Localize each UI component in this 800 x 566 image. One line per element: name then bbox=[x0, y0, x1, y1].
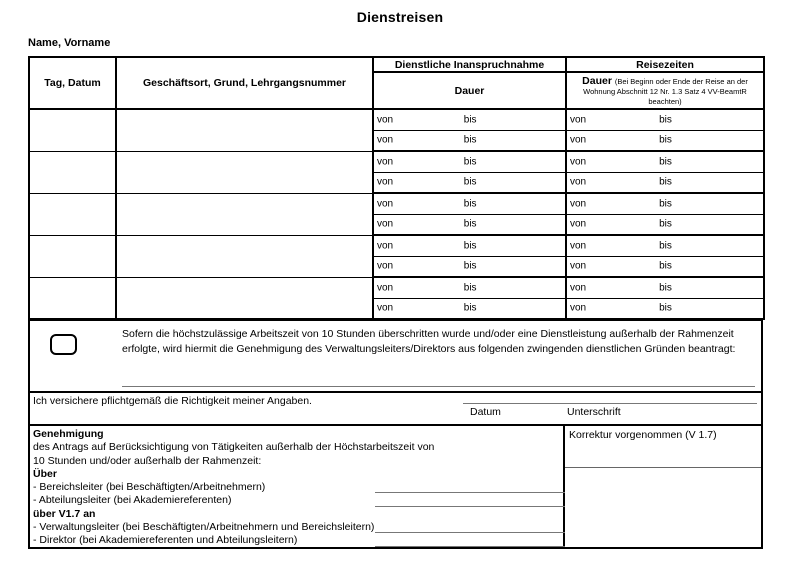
bis-label: bis bbox=[659, 134, 672, 146]
von-label: von bbox=[377, 198, 394, 210]
korrektur-divider bbox=[565, 467, 761, 468]
bis-label: bis bbox=[463, 156, 477, 168]
verwaltungsleiter-signature-line[interactable] bbox=[375, 532, 565, 533]
reason-fill-line[interactable] bbox=[122, 386, 755, 387]
dienst-vonbis-cell[interactable] bbox=[373, 235, 566, 256]
von-label: von bbox=[377, 156, 394, 168]
signature-line[interactable] bbox=[463, 403, 757, 418]
von-label: von bbox=[377, 282, 394, 294]
dienst-vonbis-cell[interactable] bbox=[373, 214, 566, 235]
geschaeftsort-cell[interactable] bbox=[116, 277, 373, 319]
approval-item-text: - Abteilungsleiter (bei Akademiereferenten) bbox=[33, 494, 232, 507]
dienst-vonbis-cell[interactable] bbox=[373, 172, 566, 193]
reise-vonbis-cell[interactable] bbox=[566, 256, 764, 277]
approval-item-verwaltungsleiter bbox=[33, 521, 563, 534]
bis-label: bis bbox=[463, 114, 477, 126]
von-label: von bbox=[570, 282, 587, 294]
dienst-vonbis-cell[interactable] bbox=[373, 193, 566, 214]
bis-label: bis bbox=[659, 302, 672, 314]
bis-label: bis bbox=[659, 156, 672, 168]
approval-section bbox=[28, 424, 763, 549]
reise-dauer-note: (Bei Beginn oder Ende der Reise an der Wohnung Abschnitt 12 Nr. 1.3 Satz 4 VV-BeamtR beachten) bbox=[583, 76, 748, 106]
von-label: von bbox=[570, 218, 587, 230]
abteilungsleiter-signature-line[interactable] bbox=[375, 506, 565, 507]
von-label: von bbox=[570, 114, 587, 126]
bis-label: bis bbox=[659, 176, 672, 188]
von-label: von bbox=[377, 134, 394, 146]
bis-label: bis bbox=[463, 218, 477, 230]
approval-item-direktor bbox=[33, 534, 563, 547]
overtime-request-section bbox=[28, 319, 763, 393]
bis-label: bis bbox=[659, 260, 672, 272]
page-title: Dienstreisen bbox=[356, 9, 444, 25]
trips-table bbox=[28, 56, 765, 320]
bis-label: bis bbox=[463, 282, 477, 294]
dienst-vonbis-cell[interactable] bbox=[373, 151, 566, 172]
header-dienstliche-inanspruchnahme: Dienstliche Inanspruchnahme bbox=[373, 57, 566, 72]
von-label: von bbox=[377, 260, 394, 272]
von-label: von bbox=[377, 302, 394, 314]
bis-label: bis bbox=[659, 198, 672, 210]
dienst-vonbis-cell[interactable] bbox=[373, 298, 566, 319]
approval-item-abteilungsleiter bbox=[33, 494, 563, 507]
reise-vonbis-cell[interactable] bbox=[566, 235, 764, 256]
reise-dauer-word: Dauer bbox=[582, 74, 612, 87]
reise-vonbis-cell[interactable] bbox=[566, 193, 764, 214]
tag-datum-cell[interactable] bbox=[29, 193, 116, 235]
dienst-vonbis-cell[interactable] bbox=[373, 256, 566, 277]
dienst-vonbis-cell[interactable] bbox=[373, 277, 566, 298]
overtime-request-text: Sofern die höchstzulässige Arbeitszeit von 10 Stunden überschritten wurde und/oder eine Dienstleistung außerhalb der Rahmenzeit erfolgte, wird hiermit die Genehmigung des Verwaltungsleiters/Direktors aus folgenden zwingenden dienstlichen Gründen beantragt: bbox=[122, 328, 736, 355]
von-label: von bbox=[377, 218, 394, 230]
reise-vonbis-cell[interactable] bbox=[566, 172, 764, 193]
approval-heading: Genehmigung bbox=[33, 428, 104, 440]
approval-item-text: - Bereichsleiter (bei Beschäftigten/Arbeitnehmern) bbox=[33, 481, 266, 494]
von-label: von bbox=[377, 114, 394, 126]
reise-vonbis-cell[interactable] bbox=[566, 151, 764, 172]
reise-vonbis-cell[interactable] bbox=[566, 298, 764, 319]
tag-datum-cell[interactable] bbox=[29, 109, 116, 151]
bereichsleiter-signature-line[interactable] bbox=[375, 492, 565, 493]
approval-line1: des Antrags auf Berücksichtigung von Tätigkeiten außerhalb der Höchstarbeitszeit von bbox=[33, 441, 435, 454]
signature-label: Unterschrift bbox=[567, 406, 621, 418]
von-label: von bbox=[570, 134, 587, 146]
von-label: von bbox=[377, 176, 394, 188]
geschaeftsort-cell[interactable] bbox=[116, 235, 373, 277]
approval-ueber-v17-heading: über V1.7 an bbox=[33, 507, 96, 520]
bis-label: bis bbox=[463, 134, 477, 146]
bis-label: bis bbox=[659, 114, 672, 126]
header-reise-dauer bbox=[566, 72, 764, 109]
von-label: von bbox=[570, 156, 587, 168]
approval-ueber-heading: Über bbox=[33, 467, 57, 480]
approval-item-text: - Direktor (bei Akademiereferenten und Abteilungsleitern) bbox=[33, 534, 298, 547]
declaration-section bbox=[28, 391, 763, 426]
von-label: von bbox=[377, 240, 394, 252]
reise-vonbis-cell[interactable] bbox=[566, 130, 764, 151]
bis-label: bis bbox=[463, 198, 477, 210]
korrektur-label: Korrektur vorgenommen (V 1.7) bbox=[569, 429, 717, 441]
reise-vonbis-cell[interactable] bbox=[566, 277, 764, 298]
von-label: von bbox=[570, 260, 587, 272]
bis-label: bis bbox=[659, 282, 672, 294]
bis-label: bis bbox=[463, 240, 477, 252]
name-vorname-label: Name, Vorname bbox=[28, 37, 111, 49]
geschaeftsort-cell[interactable] bbox=[116, 193, 373, 235]
bis-label: bis bbox=[463, 302, 477, 314]
approval-checkbox[interactable] bbox=[50, 334, 77, 355]
bis-label: bis bbox=[659, 218, 672, 230]
geschaeftsort-cell[interactable] bbox=[116, 109, 373, 151]
approval-line2: 10 Stunden und/oder außerhalb der Rahmenzeit: bbox=[33, 454, 262, 467]
header-reisezeiten: Reisezeiten bbox=[566, 57, 764, 72]
reise-vonbis-cell[interactable] bbox=[566, 109, 764, 130]
approval-item-bereichsleiter bbox=[33, 481, 563, 494]
von-label: von bbox=[570, 176, 587, 188]
bis-label: bis bbox=[463, 176, 477, 188]
header-tag-datum: Tag, Datum bbox=[29, 57, 116, 109]
header-geschaeftsort: Geschäftsort, Grund, Lehrgangsnummer bbox=[116, 57, 373, 109]
bis-label: bis bbox=[463, 260, 477, 272]
dienst-vonbis-cell[interactable] bbox=[373, 130, 566, 151]
korrektur-cell[interactable] bbox=[565, 426, 761, 547]
declaration-text: Ich versichere pflichtgemäß die Richtigkeit meiner Angaben. bbox=[33, 395, 312, 407]
tag-datum-cell[interactable] bbox=[29, 277, 116, 319]
tag-datum-cell[interactable] bbox=[29, 151, 116, 193]
reise-vonbis-cell[interactable] bbox=[566, 214, 764, 235]
approval-item-text: - Verwaltungsleiter (bei Beschäftigten/Arbeitnehmern und Bereichsleitern) bbox=[33, 521, 375, 534]
von-label: von bbox=[570, 240, 587, 252]
header-dienst-dauer: Dauer bbox=[373, 72, 566, 109]
geschaeftsort-cell[interactable] bbox=[116, 151, 373, 193]
direktor-signature-line[interactable] bbox=[375, 546, 565, 547]
von-label: von bbox=[570, 302, 587, 314]
bis-label: bis bbox=[659, 240, 672, 252]
date-label: Datum bbox=[470, 406, 501, 418]
approval-left-cell bbox=[30, 426, 565, 547]
dienst-vonbis-cell[interactable] bbox=[373, 109, 566, 130]
tag-datum-cell[interactable] bbox=[29, 235, 116, 277]
von-label: von bbox=[570, 198, 587, 210]
